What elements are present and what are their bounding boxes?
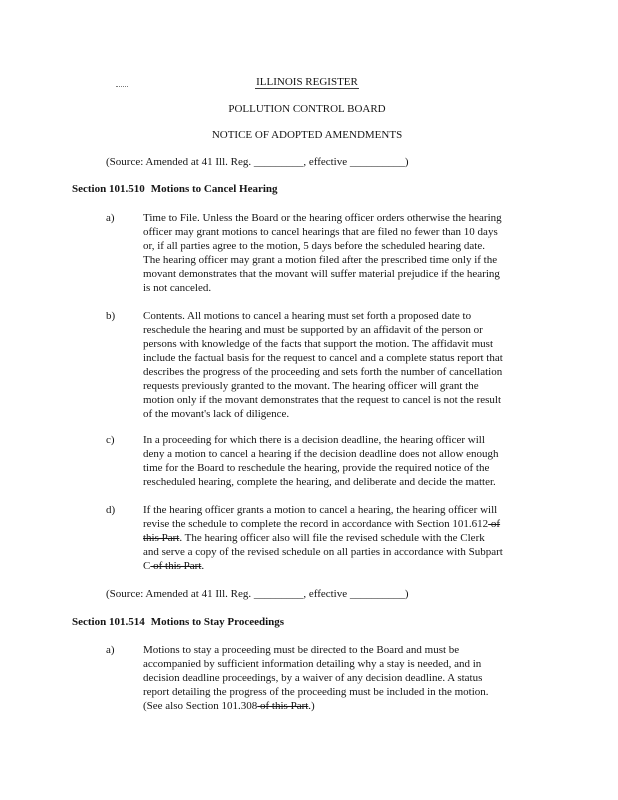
- text-line: movant demonstrates that the movant will suffer material prejudice if the hearing: [143, 268, 500, 280]
- text-line: motion only if the movant demonstrates that the request to cancel is not the result: [143, 394, 502, 406]
- text-line: Motions to stay a proceeding must be directed to the Board and must be: [143, 644, 460, 656]
- deleted-text: this Part: [143, 532, 180, 544]
- amended-text-line: [143, 531, 503, 545]
- text-line: The hearing officer may grant a motion filed after the prescribed time only if the: [143, 254, 498, 266]
- text-line: describes the progress of the proceeding and sets forth the number of cancellation: [143, 366, 503, 378]
- text-line: In a proceeding for which there is a decision deadline, the hearing officer will: [143, 434, 485, 446]
- retained-text: . The hearing officer also will file the revised schedule with the Clerk: [179, 532, 485, 544]
- amended-text-line: [143, 559, 503, 573]
- retained-text: C: [143, 560, 151, 572]
- text-line: Time to File. Unless the Board or the hearing officer orders otherwise the hearing: [143, 212, 502, 224]
- source-note: (Source: Amended at 41 Ill. Reg. _________, effective __________): [106, 156, 409, 168]
- text-line: reschedule the hearing and must be supported by an affidavit of the person or: [143, 324, 483, 336]
- amended-text-line: [143, 699, 489, 713]
- item-label-a: a): [106, 212, 115, 224]
- retained-text: .: [201, 560, 205, 572]
- register-title: ILLINOIS REGISTER: [256, 76, 358, 88]
- text-line: If the hearing officer grants a motion to cancel a hearing, the hearing officer will: [143, 504, 498, 516]
- text-line: accompanied by sufficient information detailing why a stay is needed, and in: [143, 658, 482, 670]
- item-label-a: a): [106, 644, 115, 656]
- text-line: time for the Board to reschedule the hearing, provide the required notice of the: [143, 462, 490, 474]
- item-d-text: [143, 503, 503, 573]
- text-line: requests previously granted to the movant. The hearing officer will grant the: [143, 380, 479, 392]
- deleted-text: of: [488, 518, 501, 530]
- item-label-d: d): [106, 504, 116, 516]
- item-label-c: c): [106, 434, 115, 446]
- deleted-text: of this Part: [257, 700, 309, 712]
- item-b-text: [143, 309, 503, 421]
- text-line: Contents. All motions to cancel a hearing must set forth a proposed date to: [143, 310, 472, 322]
- deleted-text: of this Part: [150, 560, 202, 572]
- text-line: is not canceled.: [143, 282, 212, 294]
- section-title: Motions to Stay Proceedings: [150, 616, 285, 628]
- retained-text: revise the schedule to complete the record in accordance with Section 101.612: [143, 518, 489, 530]
- text-line: or, if all parties agree to the motion, 5 days before the scheduled hearing date.: [143, 240, 485, 252]
- agency-name: POLLUTION CONTROL BOARD: [228, 103, 386, 115]
- text-line: report detailing the progress of the proceeding must be included in the motion.: [143, 686, 489, 698]
- item-a-text: [143, 211, 502, 295]
- text-line: and serve a copy of the revised schedule on all parties in accordance with Subpart: [143, 546, 503, 558]
- section-heading: [72, 182, 278, 196]
- section-title: Motions to Cancel Hearing: [150, 183, 278, 195]
- text-line: officer may grant motions to cancel hearings that are filed no fewer than 10 days: [143, 226, 498, 238]
- text-line: include the factual basis for the request to cancel and a complete status report that: [143, 352, 503, 364]
- text-line: decision deadline proceedings, by a waiver of any decision deadline. A status: [143, 672, 483, 684]
- notice-title: NOTICE OF ADOPTED AMENDMENTS: [211, 129, 403, 141]
- text-line: rescheduled hearing, complete the hearing, and deliberate and decide the matter.: [143, 476, 496, 488]
- item-a-text: [143, 643, 489, 713]
- section-number: Section 101.514: [72, 616, 145, 628]
- item-label-b: b): [106, 310, 116, 322]
- retained-text: .): [308, 700, 315, 712]
- retained-text: (See also Section 101.308: [143, 700, 258, 712]
- section-number: Section 101.510: [72, 183, 145, 195]
- register-header: [0, 75, 614, 89]
- text-line: persons with knowledge of the facts that support the motion. The affidavit must: [143, 338, 494, 350]
- text-line: deny a motion to cancel a hearing if the decision deadline does not allow enough: [143, 448, 499, 460]
- item-c-text: [143, 433, 499, 489]
- section-heading: [72, 615, 284, 629]
- amended-text-line: [143, 517, 503, 531]
- source-note: (Source: Amended at 41 Ill. Reg. _________, effective __________): [106, 588, 409, 600]
- text-line: of the movant's lack of diligence.: [143, 408, 290, 420]
